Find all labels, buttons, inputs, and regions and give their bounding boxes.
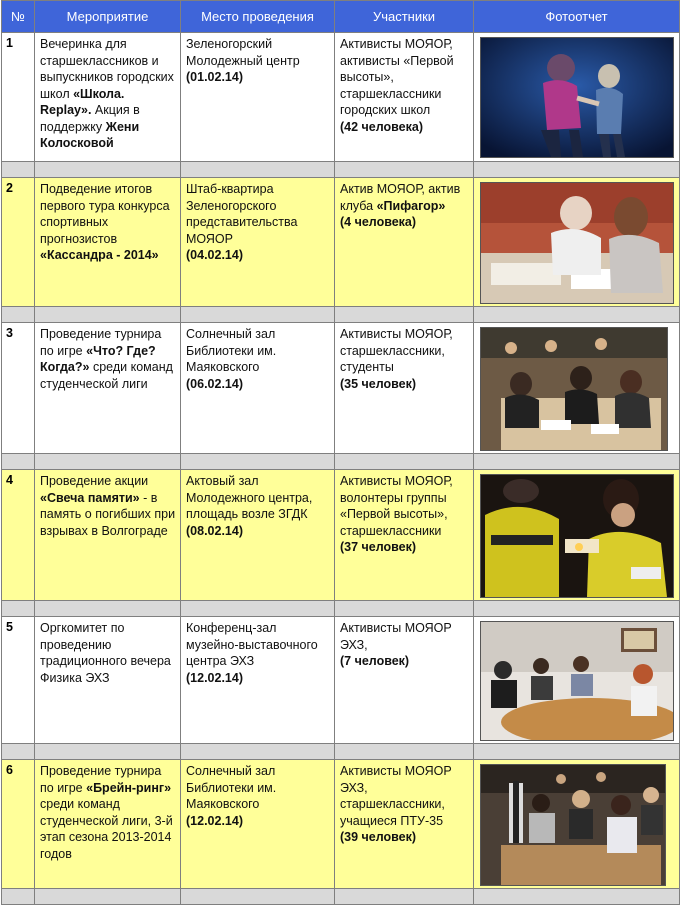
participants-cell <box>335 760 474 889</box>
venue-text: Актовый зал Молодежного центра, площадь возле ЗГДК <box>186 474 313 521</box>
row-number: 3 <box>2 323 35 454</box>
participants-cell <box>335 617 474 744</box>
participants-text: Активисты МОЯОР, волонтеры группы «Первой высоты», старшеклассники <box>340 474 453 538</box>
participants-count: (42 человека) <box>340 119 424 134</box>
venue-text: Штаб-квартира Зеленогорского представительства МОЯОР <box>186 182 298 246</box>
event-date: (12.02.14) <box>186 813 243 828</box>
events-table <box>1 0 680 905</box>
participants-text: Актив МОЯОР, актив клуба <box>340 182 461 213</box>
header-event: Мероприятие <box>35 1 181 33</box>
photo-cell <box>474 470 680 601</box>
participants-cell <box>335 323 474 454</box>
venue-cell <box>181 470 335 601</box>
committee-photo <box>480 621 674 741</box>
event-date: (06.02.14) <box>186 376 243 391</box>
participants-count: (4 человека) <box>340 215 417 229</box>
event-title: «Школа. Replay». <box>40 86 125 117</box>
event-text: Оргкомитет по проведению традиционного вечера Физика ЭХЗ <box>40 621 171 685</box>
event-text: среди команд студенческой лиги <box>40 360 173 391</box>
event-text: - в память о погибших при взрывах в Волгограде <box>40 490 176 538</box>
event-cell <box>35 178 181 307</box>
table-row <box>2 470 680 601</box>
event-text: среди команд студенческой лиги, 3-й этап сезона 2013-2014 годов <box>40 797 173 861</box>
event-text: Подведение итогов первого тура конкурса спортивных прогнозистов <box>40 182 170 246</box>
participants-count: (39 человек) <box>340 830 417 844</box>
event-cell <box>35 323 181 454</box>
photo-cell <box>474 323 680 454</box>
row-spacer <box>2 889 680 905</box>
table-row <box>2 33 680 162</box>
participants-cell <box>335 178 474 307</box>
participants-text: Активисты МОЯОР, старшеклассники, студенты <box>340 327 453 374</box>
table-header-row <box>2 1 680 33</box>
row-spacer <box>2 454 680 470</box>
venue-cell <box>181 323 335 454</box>
event-date: (08.02.14) <box>186 523 243 538</box>
venue-text: Конференц-зал музейно-выставочного центра ЭХЗ <box>186 621 318 668</box>
venue-text: Солнечный зал Библиотеки им. Маяковского <box>186 764 277 811</box>
event-title: «Что? Где? Когда?» <box>40 343 156 374</box>
venue-cell <box>181 33 335 162</box>
event-date: (01.02.14) <box>186 70 243 84</box>
participants-count: (35 человек) <box>340 376 417 391</box>
header-participants: Участники <box>335 1 474 33</box>
brainring-photo <box>480 764 666 886</box>
participants-count: (7 человек) <box>340 654 410 668</box>
header-num: № <box>2 1 35 33</box>
event-text: Проведение турнира по игре <box>40 327 162 358</box>
venue-text: Зеленогорский Молодежный центр <box>186 37 300 68</box>
table-row <box>2 323 680 454</box>
table-row <box>2 178 680 307</box>
venue-cell <box>181 760 335 889</box>
quiz-photo <box>480 327 668 451</box>
row-spacer <box>2 307 680 323</box>
header-venue: Место проведения <box>181 1 335 33</box>
event-text: Проведение акции <box>40 474 149 488</box>
venue-text: Солнечный зал Библиотеки им. Маяковского <box>186 327 277 374</box>
photo-cell <box>474 760 680 889</box>
event-cell <box>35 33 181 162</box>
event-date: (04.02.14) <box>186 248 243 262</box>
event-text: Вечеринка для старшеклассников и выпускников городских школ <box>40 37 174 101</box>
venue-cell <box>181 617 335 744</box>
table-row <box>2 617 680 744</box>
event-text: Проведение турнира по игре <box>40 764 162 795</box>
row-number: 5 <box>2 617 35 744</box>
participants-count: (37 человек) <box>340 540 417 554</box>
photo-cell <box>474 33 680 162</box>
event-cell <box>35 617 181 744</box>
row-spacer <box>2 744 680 760</box>
row-spacer <box>2 601 680 617</box>
event-title: «Свеча памяти» <box>40 490 140 505</box>
row-number: 4 <box>2 470 35 601</box>
event-title: Жени Колосковой <box>40 119 140 150</box>
row-number: 6 <box>2 760 35 889</box>
row-number: 1 <box>2 33 35 162</box>
header-photo: Фотоотчет <box>474 1 680 33</box>
participants-text: Активисты МОЯОР ЭХЗ, <box>340 621 452 652</box>
meeting-photo <box>480 182 674 304</box>
event-title: «Брейн-ринг» <box>86 780 172 795</box>
participants-text: Активисты МОЯОР ЭХЗ, старшеклассники, учащиеся ПТУ-35 <box>340 764 452 828</box>
table-row <box>2 760 680 889</box>
venue-cell <box>181 178 335 307</box>
row-number: 2 <box>2 178 35 307</box>
event-date: (12.02.14) <box>186 670 243 685</box>
event-text: Акция в поддержку <box>40 103 140 134</box>
participants-text: Активисты МОЯОР, активисты «Первой высоты», старшеклассники городских школ <box>340 37 454 117</box>
participants-club: «Пифагор» <box>376 198 446 213</box>
photo-cell <box>474 617 680 744</box>
participants-cell <box>335 33 474 162</box>
party-photo <box>480 37 674 158</box>
participants-cell <box>335 470 474 601</box>
candle-photo <box>480 474 674 598</box>
event-title: «Кассандра - 2014» <box>40 248 159 262</box>
event-cell <box>35 470 181 601</box>
photo-cell <box>474 178 680 307</box>
event-cell <box>35 760 181 889</box>
row-spacer <box>2 162 680 178</box>
